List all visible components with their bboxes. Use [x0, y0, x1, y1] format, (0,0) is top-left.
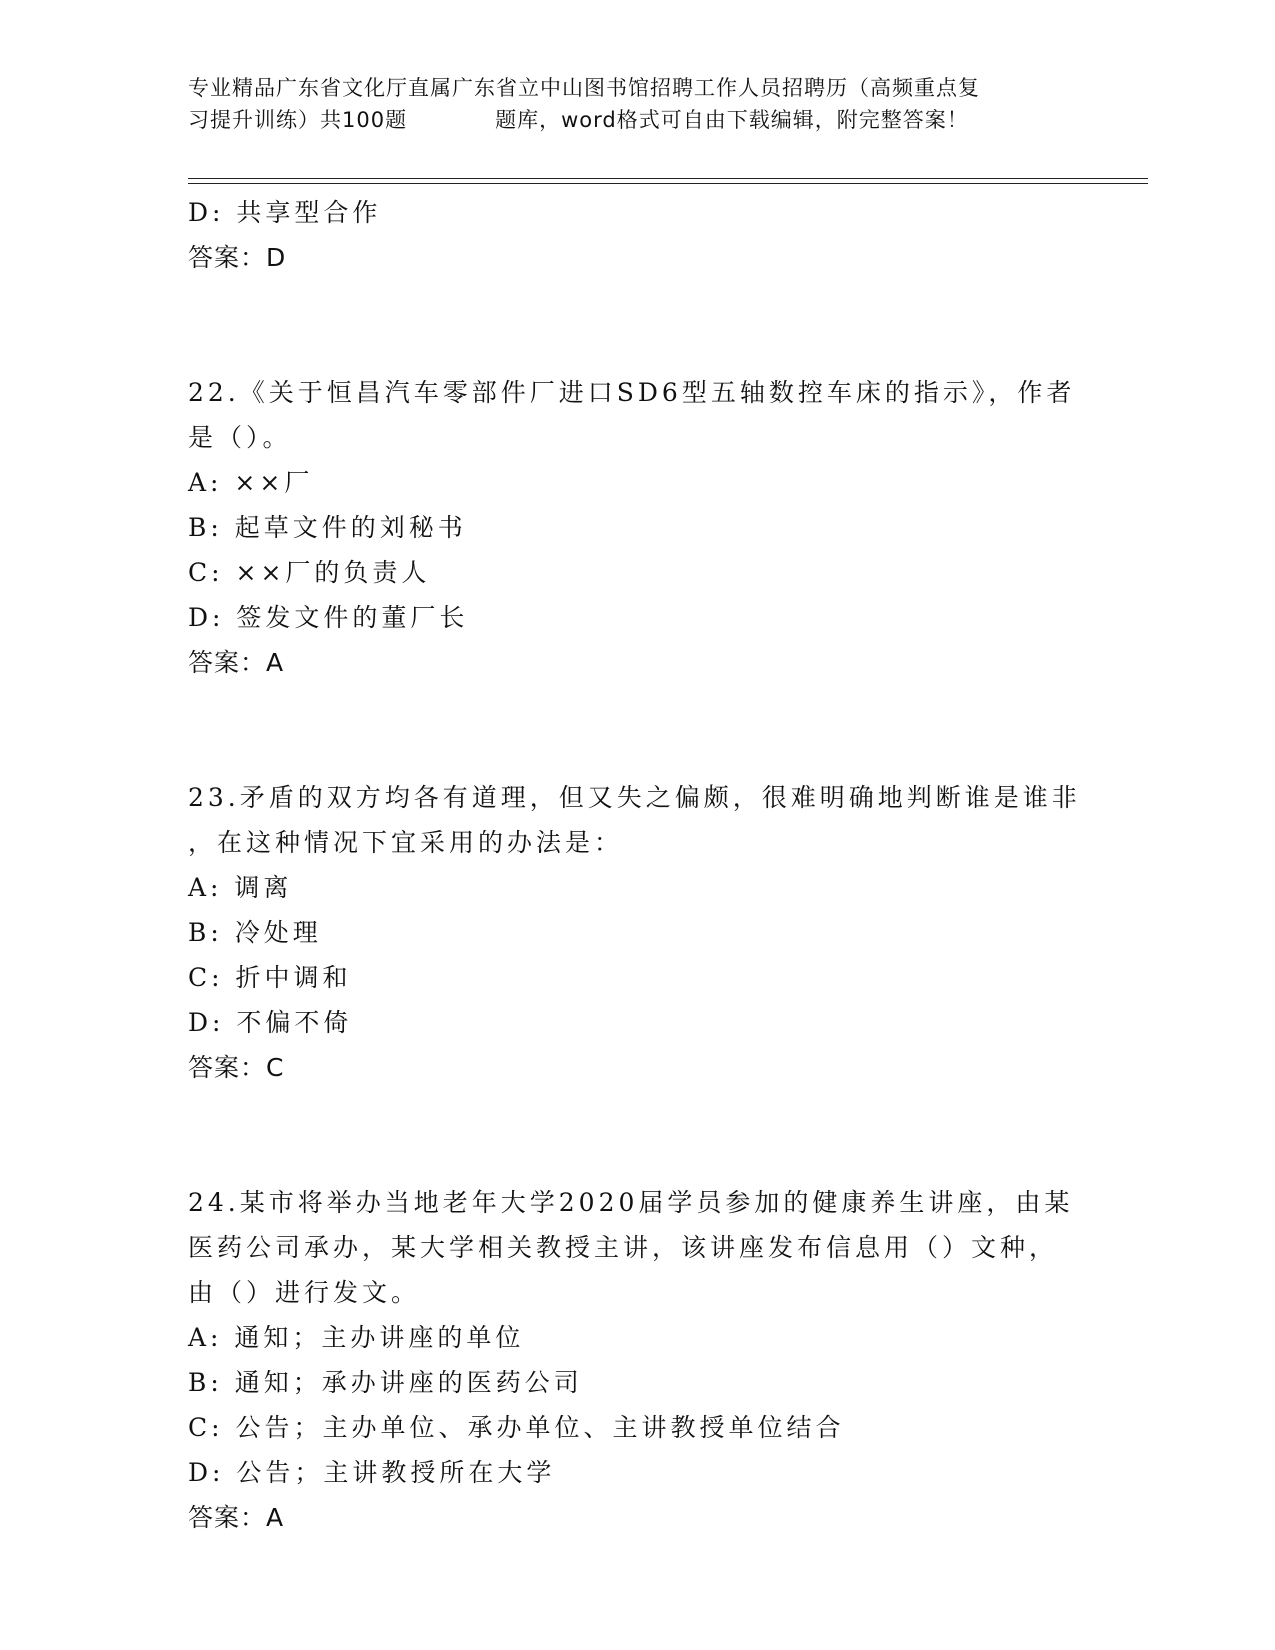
- question-stem-line: 23.矛盾的双方均各有道理，但又失之偏颇，很难明确地判断谁是谁非: [188, 783, 1081, 812]
- question-stem-line: 医药公司承办，某大学相关教授主讲，该讲座发布信息用（）文种，: [188, 1233, 1059, 1262]
- prev-answer: 答案：D: [188, 243, 287, 272]
- question-stem-line: 是（）。: [188, 423, 292, 452]
- question-stem-line: 22.《关于恒昌汽车零部件厂进口SD6型五轴数控车床的指示》，作者: [188, 378, 1076, 407]
- option-d: D: 不偏不倚: [188, 1008, 353, 1037]
- header-rule-bottom: [188, 183, 1148, 184]
- option-c: C: 折中调和: [188, 963, 352, 992]
- question-stem-line: ，在这种情况下宜采用的办法是：: [188, 828, 624, 857]
- option-c: C: ××厂的负责人: [188, 558, 431, 587]
- option-d: D: 公告；主讲教授所在大学: [188, 1458, 556, 1487]
- option-a: A: 调离: [188, 873, 293, 902]
- option-b: B: 通知；承办讲座的医药公司: [188, 1368, 583, 1397]
- header-line-1: 专业精品广东省文化厅直属广东省立中山图书馆招聘工作人员招聘历（高频重点复: [188, 76, 980, 100]
- option-b: B: 冷处理: [188, 918, 322, 947]
- document-body: [188, 190, 1088, 1540]
- option-d: D: 签发文件的董厂长: [188, 603, 469, 632]
- header-rule-top: [188, 178, 1148, 179]
- question-22: [188, 370, 1088, 685]
- answer: 答案：A: [188, 648, 285, 677]
- option-c: C: 公告；主办单位、承办单位、主讲教授单位结合: [188, 1413, 845, 1442]
- option-a: A: ××厂: [188, 468, 314, 497]
- question-stem-line: 由（）进行发文。: [188, 1278, 421, 1307]
- question-23: [188, 775, 1088, 1090]
- question-24: [188, 1180, 1088, 1540]
- question-stem-line: 24.某市将举办当地老年大学2020届学员参加的健康养生讲座，由某: [188, 1188, 1074, 1217]
- option-b: B: 起草文件的刘秘书: [188, 513, 467, 542]
- document-header: [188, 72, 1088, 136]
- answer: 答案：C: [188, 1053, 285, 1082]
- prev-option-d: D: 共享型合作: [188, 198, 382, 227]
- option-a: A: 通知；主办讲座的单位: [188, 1323, 525, 1352]
- answer: 答案：A: [188, 1503, 285, 1532]
- header-line-2: 习提升训练）共100题 题库，word格式可自由下载编辑，附完整答案！: [188, 108, 969, 132]
